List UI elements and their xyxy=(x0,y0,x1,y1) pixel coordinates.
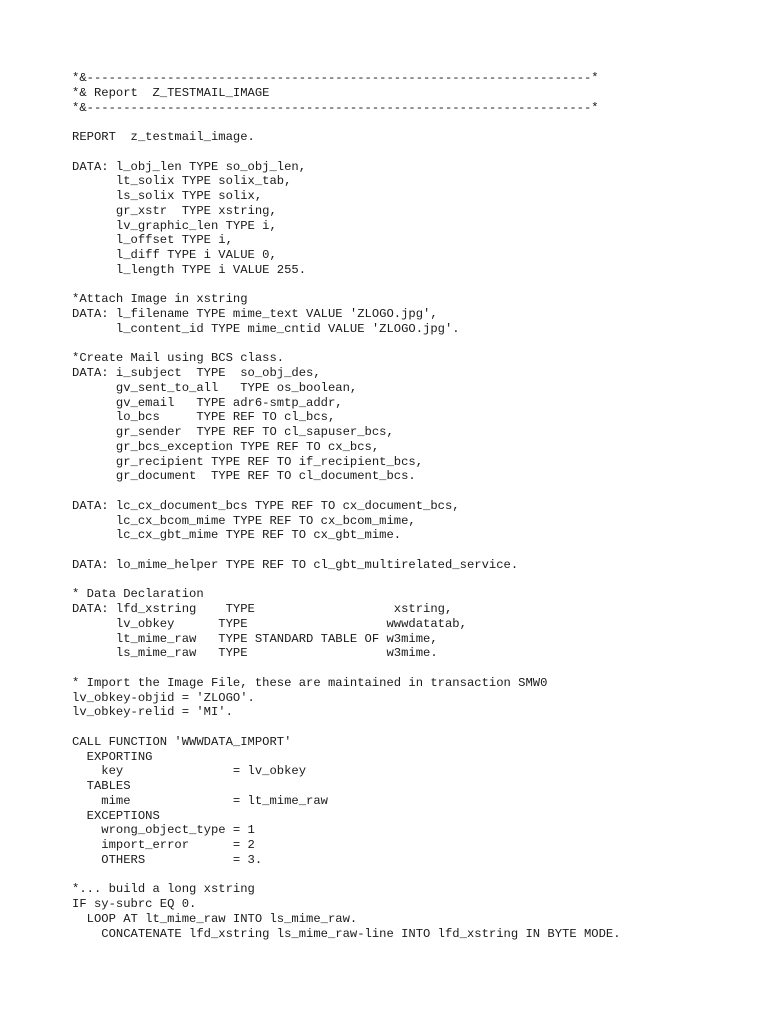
code-line: TABLES xyxy=(72,779,131,793)
code-line: lv_obkey-objid = 'ZLOGO'. xyxy=(72,690,255,705)
code-line: lt_solix TYPE solix_tab, xyxy=(72,174,292,189)
code-line: lc_cx_gbt_mime TYPE REF TO cx_gbt_mime. xyxy=(72,528,402,543)
blank-line xyxy=(72,484,621,499)
code-line: CALL FUNCTION 'WWWDATA_IMPORT' xyxy=(72,734,292,749)
code-line: OTHERS = 3. xyxy=(72,852,263,867)
code-line: lv_obkey TYPE wwwdatatab, xyxy=(72,616,467,631)
code-line: ls_solix TYPE solix, xyxy=(72,189,263,203)
blank-line xyxy=(72,145,621,160)
code-line: gr_sender TYPE REF TO cl_sapuser_bcs, xyxy=(72,425,394,439)
code-line: EXCEPTIONS xyxy=(72,808,160,823)
code-line: wrong_object_type = 1 xyxy=(72,823,255,838)
code-line: IF sy-subrc EQ 0. xyxy=(72,897,197,911)
code-line: DATA: l_obj_len TYPE so_obj_len, xyxy=(72,159,307,174)
code-line: DATA: lfd_xstring TYPE xstring, xyxy=(72,602,453,616)
code-line: DATA: l_filename TYPE mime_text VALUE 'ZLOGO.jpg', xyxy=(72,307,438,321)
code-line: lv_graphic_len TYPE i, xyxy=(72,218,277,233)
blank-line xyxy=(72,573,621,588)
code-line: *Attach Image in xstring xyxy=(72,292,248,307)
code-line: gr_recipient TYPE REF TO if_recipient_bcs, xyxy=(72,454,424,469)
code-line: *&---------------------------------------------------------------------* xyxy=(72,100,599,115)
blank-line xyxy=(72,115,621,130)
code-line: import_error = 2 xyxy=(72,838,255,852)
blank-line xyxy=(72,720,621,735)
code-line: * Data Declaration xyxy=(72,587,204,602)
code-line: lc_cx_bcom_mime TYPE REF TO cx_bcom_mime, xyxy=(72,513,416,528)
code-line: gr_document TYPE REF TO cl_document_bcs. xyxy=(72,469,416,484)
blank-line xyxy=(72,661,621,676)
code-line: DATA: i_subject TYPE so_obj_des, xyxy=(72,366,321,380)
code-line: *&---------------------------------------------------------------------* xyxy=(72,71,599,85)
code-line: mime = lt_mime_raw xyxy=(72,793,328,808)
code-line: DATA: lo_mime_helper TYPE REF TO cl_gbt_multirelated_service. xyxy=(72,557,519,572)
code-line: gr_xstr TYPE xstring, xyxy=(72,203,277,218)
code-line: key = lv_obkey xyxy=(72,764,307,779)
code-line: lo_bcs TYPE REF TO cl_bcs, xyxy=(72,410,336,425)
blank-line xyxy=(72,868,621,883)
code-line: gv_email TYPE adr6-smtp_addr, xyxy=(72,395,343,410)
code-line: gv_sent_to_all TYPE os_boolean, xyxy=(72,380,358,395)
code-line: EXPORTING xyxy=(72,749,153,764)
code-line: l_offset TYPE i, xyxy=(72,233,233,248)
code-line: l_length TYPE i VALUE 255. xyxy=(72,262,307,277)
code-line: gr_bcs_exception TYPE REF TO cx_bcs, xyxy=(72,439,380,454)
code-line: l_diff TYPE i VALUE 0, xyxy=(72,248,277,262)
abap-source-code xyxy=(72,71,621,941)
blank-line xyxy=(72,337,621,352)
code-line: lv_obkey-relid = 'MI'. xyxy=(72,705,233,720)
code-line: CONCATENATE lfd_xstring ls_mime_raw-line INTO lfd_xstring IN BYTE MODE. xyxy=(72,926,621,941)
code-line: DATA: lc_cx_document_bcs TYPE REF TO cx_document_bcs, xyxy=(72,498,460,513)
blank-line xyxy=(72,278,621,293)
blank-line xyxy=(72,543,621,558)
code-line: *... build a long xstring xyxy=(72,882,255,897)
code-line: REPORT z_testmail_image. xyxy=(72,130,255,144)
code-line: LOOP AT lt_mime_raw INTO ls_mime_raw. xyxy=(72,911,358,926)
code-line: l_content_id TYPE mime_cntid VALUE 'ZLOGO.jpg'. xyxy=(72,321,460,336)
code-line: ls_mime_raw TYPE w3mime. xyxy=(72,646,438,661)
code-line: *Create Mail using BCS class. xyxy=(72,351,285,366)
code-line: *& Report Z_TESTMAIL_IMAGE xyxy=(72,85,270,100)
code-line: * Import the Image File, these are maintained in transaction SMW0 xyxy=(72,675,548,690)
code-line: lt_mime_raw TYPE STANDARD TABLE OF w3mime, xyxy=(72,631,438,646)
